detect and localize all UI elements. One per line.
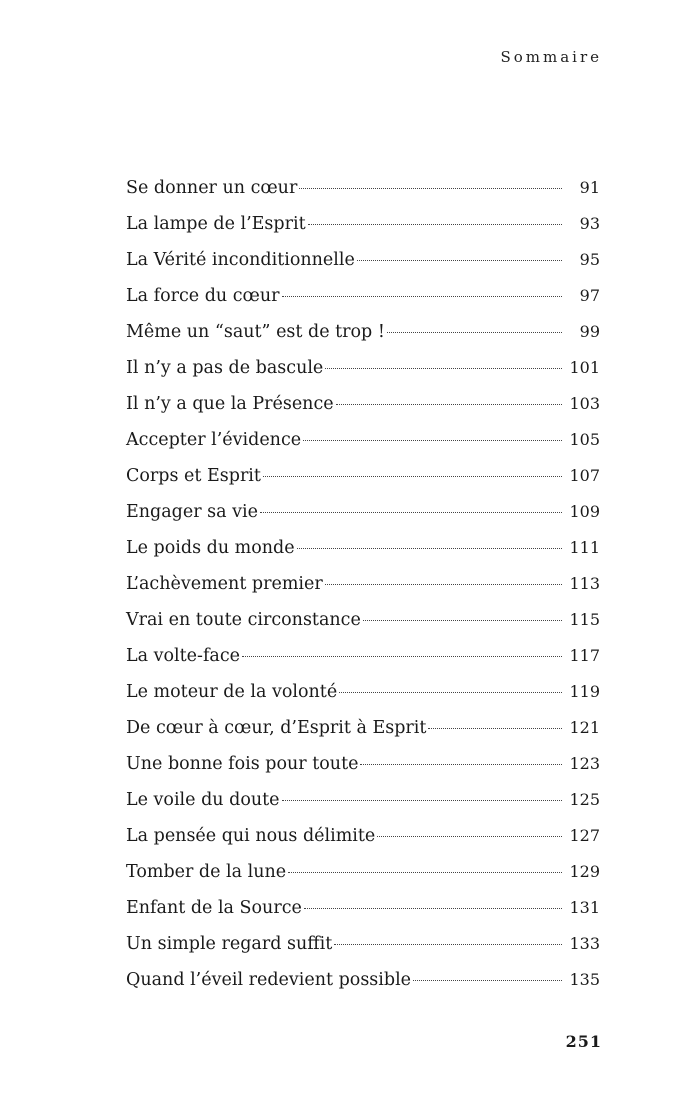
toc-entry-title: Il n’y a pas de bascule	[126, 358, 324, 378]
toc-entry-page: 91	[579, 178, 600, 197]
toc-entry-page: 121	[569, 718, 600, 737]
toc-entry[interactable]	[126, 782, 600, 818]
toc-entry-title: Tomber de la lune	[126, 862, 287, 882]
toc-entry-title: Corps et Esprit	[126, 466, 261, 486]
toc-entry-page: 101	[569, 358, 600, 377]
toc-entry-title: La volte-face	[126, 646, 241, 666]
dot-leader	[357, 260, 562, 261]
toc-entry[interactable]	[126, 710, 600, 746]
dot-leader	[303, 440, 562, 441]
toc-entry[interactable]	[126, 854, 600, 890]
toc-entry-title: Se donner un cœur	[126, 178, 298, 198]
toc-entry[interactable]	[126, 926, 600, 962]
toc-entry[interactable]	[126, 242, 600, 278]
toc-entry-title: Vrai en toute circonstance	[126, 610, 361, 630]
dot-leader	[282, 296, 563, 297]
toc-entry-page: 131	[569, 898, 600, 917]
toc-entry[interactable]	[126, 350, 600, 386]
toc-entry-title: Une bonne fois pour toute	[126, 754, 359, 774]
toc-entry[interactable]	[126, 962, 600, 998]
dot-leader	[282, 800, 562, 801]
toc-entry-page: 93	[579, 214, 600, 233]
toc-entry[interactable]	[126, 278, 600, 314]
toc-entry-page: 117	[569, 646, 600, 665]
table-of-contents	[126, 170, 600, 998]
dot-leader	[363, 620, 562, 621]
dot-leader	[304, 908, 562, 909]
toc-entry-page: 111	[569, 538, 600, 557]
toc-entry[interactable]	[126, 206, 600, 242]
dot-leader	[299, 188, 562, 189]
toc-entry-page: 113	[569, 574, 600, 593]
toc-entry-page: 123	[569, 754, 600, 773]
toc-entry-title: Il n’y a que la Présence	[126, 394, 334, 414]
toc-entry-page: 135	[569, 970, 600, 989]
dot-leader	[360, 764, 562, 765]
dot-leader	[308, 224, 562, 225]
toc-entry[interactable]	[126, 566, 600, 602]
toc-entry-page: 119	[569, 682, 600, 701]
dot-leader	[325, 584, 562, 585]
dot-leader	[260, 512, 562, 513]
toc-entry-page: 127	[569, 826, 600, 845]
dot-leader	[288, 872, 562, 873]
toc-entry-page: 99	[579, 322, 600, 341]
toc-entry-title: Quand l’éveil redevient possible	[126, 970, 412, 990]
toc-entry-page: 97	[579, 286, 600, 305]
toc-entry[interactable]	[126, 458, 600, 494]
toc-entry-title: Accepter l’évidence	[126, 430, 302, 450]
toc-entry[interactable]	[126, 494, 600, 530]
dot-leader	[334, 944, 562, 945]
dot-leader	[263, 476, 562, 477]
toc-entry-title: La lampe de l’Esprit	[126, 214, 306, 234]
dot-leader	[377, 836, 562, 837]
toc-entry-title: La force du cœur	[126, 286, 280, 306]
toc-entry-title: Enfant de la Source	[126, 898, 302, 918]
toc-entry-page: 115	[569, 610, 600, 629]
toc-entry-title: Le poids du monde	[126, 538, 295, 558]
dot-leader	[325, 368, 562, 369]
toc-entry-title: Un simple regard suffit	[126, 934, 333, 954]
dot-leader	[413, 980, 562, 981]
toc-entry-title: La Vérité inconditionnelle	[126, 250, 355, 270]
toc-entry[interactable]	[126, 746, 600, 782]
toc-entry-title: La pensée qui nous délimite	[126, 826, 376, 846]
toc-entry-title: Même un “saut” est de trop !	[126, 322, 385, 342]
toc-entry-title: Le voile du doute	[126, 790, 280, 810]
toc-entry-page: 129	[569, 862, 600, 881]
toc-entry-page: 109	[569, 502, 600, 521]
dot-leader	[242, 656, 562, 657]
page-number: 251	[565, 1032, 602, 1051]
dot-leader	[297, 548, 562, 549]
toc-entry[interactable]	[126, 530, 600, 566]
toc-entry-page: 103	[569, 394, 600, 413]
dot-leader	[387, 332, 562, 333]
toc-entry[interactable]	[126, 638, 600, 674]
toc-entry-page: 95	[579, 250, 600, 269]
toc-entry-title: De cœur à cœur, d’Esprit à Esprit	[126, 718, 427, 738]
toc-entry[interactable]	[126, 314, 600, 350]
toc-entry-page: 125	[569, 790, 600, 809]
toc-entry[interactable]	[126, 602, 600, 638]
toc-entry-page: 133	[569, 934, 600, 953]
toc-entry[interactable]	[126, 818, 600, 854]
toc-entry-title: Engager sa vie	[126, 502, 258, 522]
toc-entry[interactable]	[126, 170, 600, 206]
dot-leader	[428, 728, 562, 729]
toc-entry[interactable]	[126, 890, 600, 926]
toc-entry[interactable]	[126, 386, 600, 422]
running-head: Sommaire	[500, 48, 602, 66]
toc-entry-title: L’achèvement premier	[126, 574, 323, 594]
toc-entry[interactable]	[126, 674, 600, 710]
dot-leader	[339, 692, 562, 693]
toc-entry-page: 105	[569, 430, 600, 449]
toc-entry[interactable]	[126, 422, 600, 458]
dot-leader	[336, 404, 562, 405]
toc-entry-title: Le moteur de la volonté	[126, 682, 338, 702]
toc-entry-page: 107	[569, 466, 600, 485]
